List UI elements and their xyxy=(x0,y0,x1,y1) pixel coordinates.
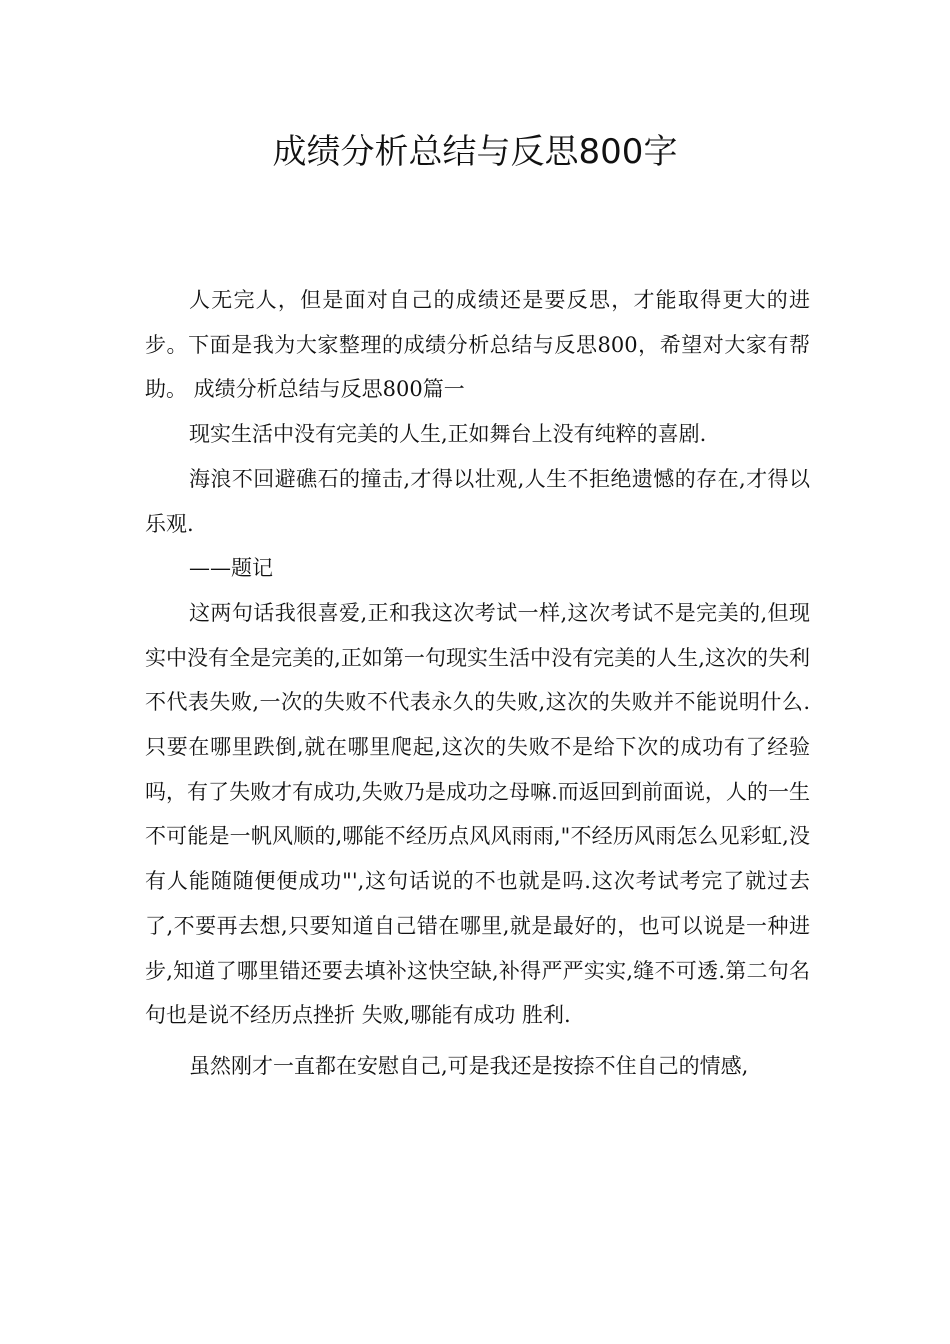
paragraph-epigraph: ——题记 xyxy=(189,556,273,581)
paragraph-main: 这两句话我很喜爱,正和我这次考试一样,这次考试不是完美的,但现实中没有全是完美的,正如第一句现实生活中没有完美的人生,这次的失利不代表失败,一次的失败不代表永久的失败,这次的失败并不能说明什么.只要在哪里跌倒,就在哪里爬起,这次的失败不是给下次的成功有了经验吗，有了失败才有成功,失败乃是成功之母嘛.而返回到前面说，人的一生不可能是一帆风顺的,哪能不经历点风风雨雨,"不经历风雨怎么见彩虹,没有人能随随便便成功"',这句话说的不也就是吗.这次考试考完了就过去了,不要再去想,只要知道自己错在哪里,就是最好的，也可以说是一种进步,知道了哪里错还要去填补这快空缺,补得严严实实,缝不可透.第二句名句也是说不经历点挫折 失败,哪能有成功 胜利. xyxy=(145,600,810,1028)
document-body xyxy=(145,278,810,1089)
paragraph-last: 虽然刚才一直都在安慰自己,可是我还是按捺不住自己的情感, xyxy=(189,1053,749,1078)
document-title: 成绩分析总结与反思800字 xyxy=(272,132,678,172)
paragraph-quote-1: 现实生活中没有完美的人生,正如舞台上没有纯粹的喜剧. xyxy=(189,422,707,447)
paragraph-quote-2: 海浪不回避礁石的撞击,才得以壮观,人生不拒绝遗憾的存在,才得以乐观. xyxy=(145,466,810,536)
paragraph-intro: 人无完人，但是面对自己的成绩还是要反思，才能取得更大的进步。下面是我为大家整理的成绩分析总结与反思800，希望对大家有帮助。 成绩分析总结与反思800篇一 xyxy=(145,288,810,402)
